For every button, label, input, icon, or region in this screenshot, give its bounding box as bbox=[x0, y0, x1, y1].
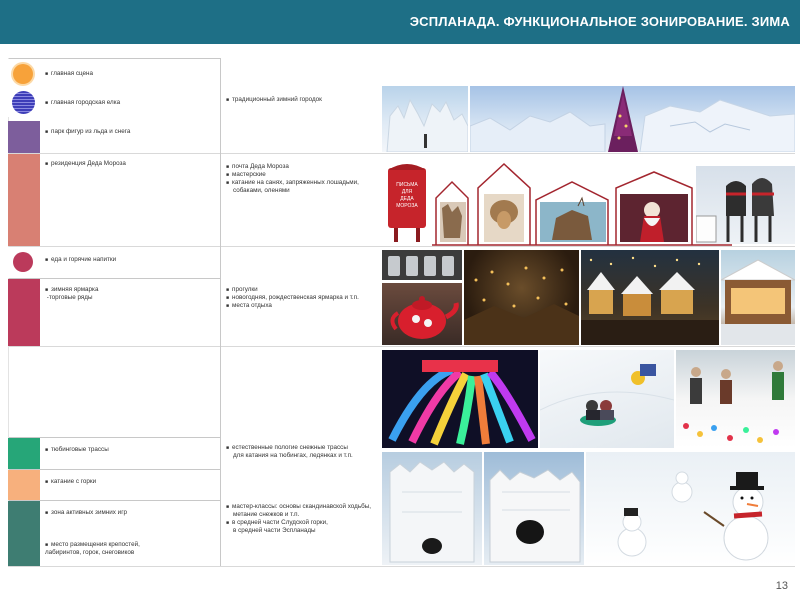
grid-line bbox=[8, 346, 795, 347]
zone-label: ■ зона активных зимних игр bbox=[45, 509, 127, 516]
svg-text:ДЛЯ: ДЛЯ bbox=[401, 189, 413, 195]
tubing-description: ■ естественные пологие снежные трассы для катания на тюбингах, ледянках и т.п. bbox=[226, 444, 353, 459]
horse-sleigh-photo bbox=[696, 166, 795, 244]
fair-market-night-photo bbox=[464, 250, 579, 345]
page-title: ЭСПЛАНАДА. ФУНКЦИОНАЛЬНОЕ ЗОНИРОВАНИЕ. ЗИМА bbox=[409, 14, 790, 29]
ice-park-swatch bbox=[8, 121, 40, 153]
sledding-swatch bbox=[8, 470, 40, 500]
zone-label: ■ главная городская елка bbox=[45, 99, 121, 106]
snowmen-photo bbox=[586, 452, 795, 565]
games-description: ■ мастер-классы: основы скандинавской ходьбы, метание снежков и т.п. ■ в средней части Слудской горки, в средней части Эспланады bbox=[226, 503, 371, 534]
grid-line bbox=[8, 246, 795, 247]
zone-label: ■ еда и горячие напитки bbox=[45, 256, 117, 263]
christmas-market-stalls-photo bbox=[581, 250, 719, 345]
svg-text:ПИСЬМА: ПИСЬМА bbox=[396, 182, 418, 188]
zone-label: ■ катание с горки bbox=[45, 478, 97, 485]
food-swatch bbox=[8, 247, 40, 278]
svg-text:МОРОЗА: МОРОЗА bbox=[396, 203, 418, 209]
ice-sculpture-photo bbox=[382, 86, 468, 152]
santa-description: ■ почта Деда Мороза ■ мастерские ■ катание на санях, запряженных лошадьми, собаками, оленями bbox=[226, 163, 359, 194]
grid-line bbox=[220, 58, 221, 566]
tubing-kids-photo bbox=[540, 350, 674, 448]
santa-houses-illustration bbox=[432, 160, 732, 246]
ice-slide-lights-photo bbox=[382, 350, 538, 448]
svg-text:ДЕДА: ДЕДА bbox=[400, 196, 414, 202]
grid-line bbox=[8, 566, 795, 567]
header-bar bbox=[0, 0, 800, 44]
zone-label: ■ парк фигур из льда и снега bbox=[45, 128, 131, 135]
main-tree-swatch bbox=[8, 89, 40, 117]
zone-label: ■ резиденция Деда Мороза bbox=[45, 160, 126, 167]
snow-fort-photo bbox=[382, 452, 482, 565]
zone-label: ■ место размещения крепостей, лабиринтов, горок, снеговиков bbox=[45, 541, 140, 556]
santa-residence-swatch bbox=[8, 154, 40, 246]
mailbox-photo bbox=[384, 158, 430, 244]
ice-town-photo bbox=[470, 86, 795, 152]
games-swatch bbox=[8, 501, 40, 566]
hot-drinks-photo bbox=[382, 250, 462, 280]
zone-label: ■ тюбинговые трассы bbox=[45, 446, 109, 453]
snow-wall-photo bbox=[484, 452, 584, 565]
fair-swatch bbox=[8, 279, 40, 346]
page-number: 13 bbox=[775, 580, 788, 592]
market-kiosk-photo bbox=[721, 250, 795, 345]
fair-description: ■ прогулки ■ новогодняя, рождественская ярмарка и т.п. ■ места отдыха bbox=[226, 286, 359, 309]
ice-town-description: ■ традиционный зимний городок bbox=[226, 96, 322, 103]
teapot-photo bbox=[382, 283, 462, 345]
grid-line bbox=[8, 153, 795, 154]
zone-label: ■ главная сцена bbox=[45, 70, 94, 77]
tubing-swatch bbox=[8, 438, 40, 469]
main-stage-swatch bbox=[8, 59, 40, 89]
snow-games-photo bbox=[676, 350, 795, 448]
zone-label: ■ зимняя ярмарка -торговые ряды bbox=[45, 286, 99, 301]
